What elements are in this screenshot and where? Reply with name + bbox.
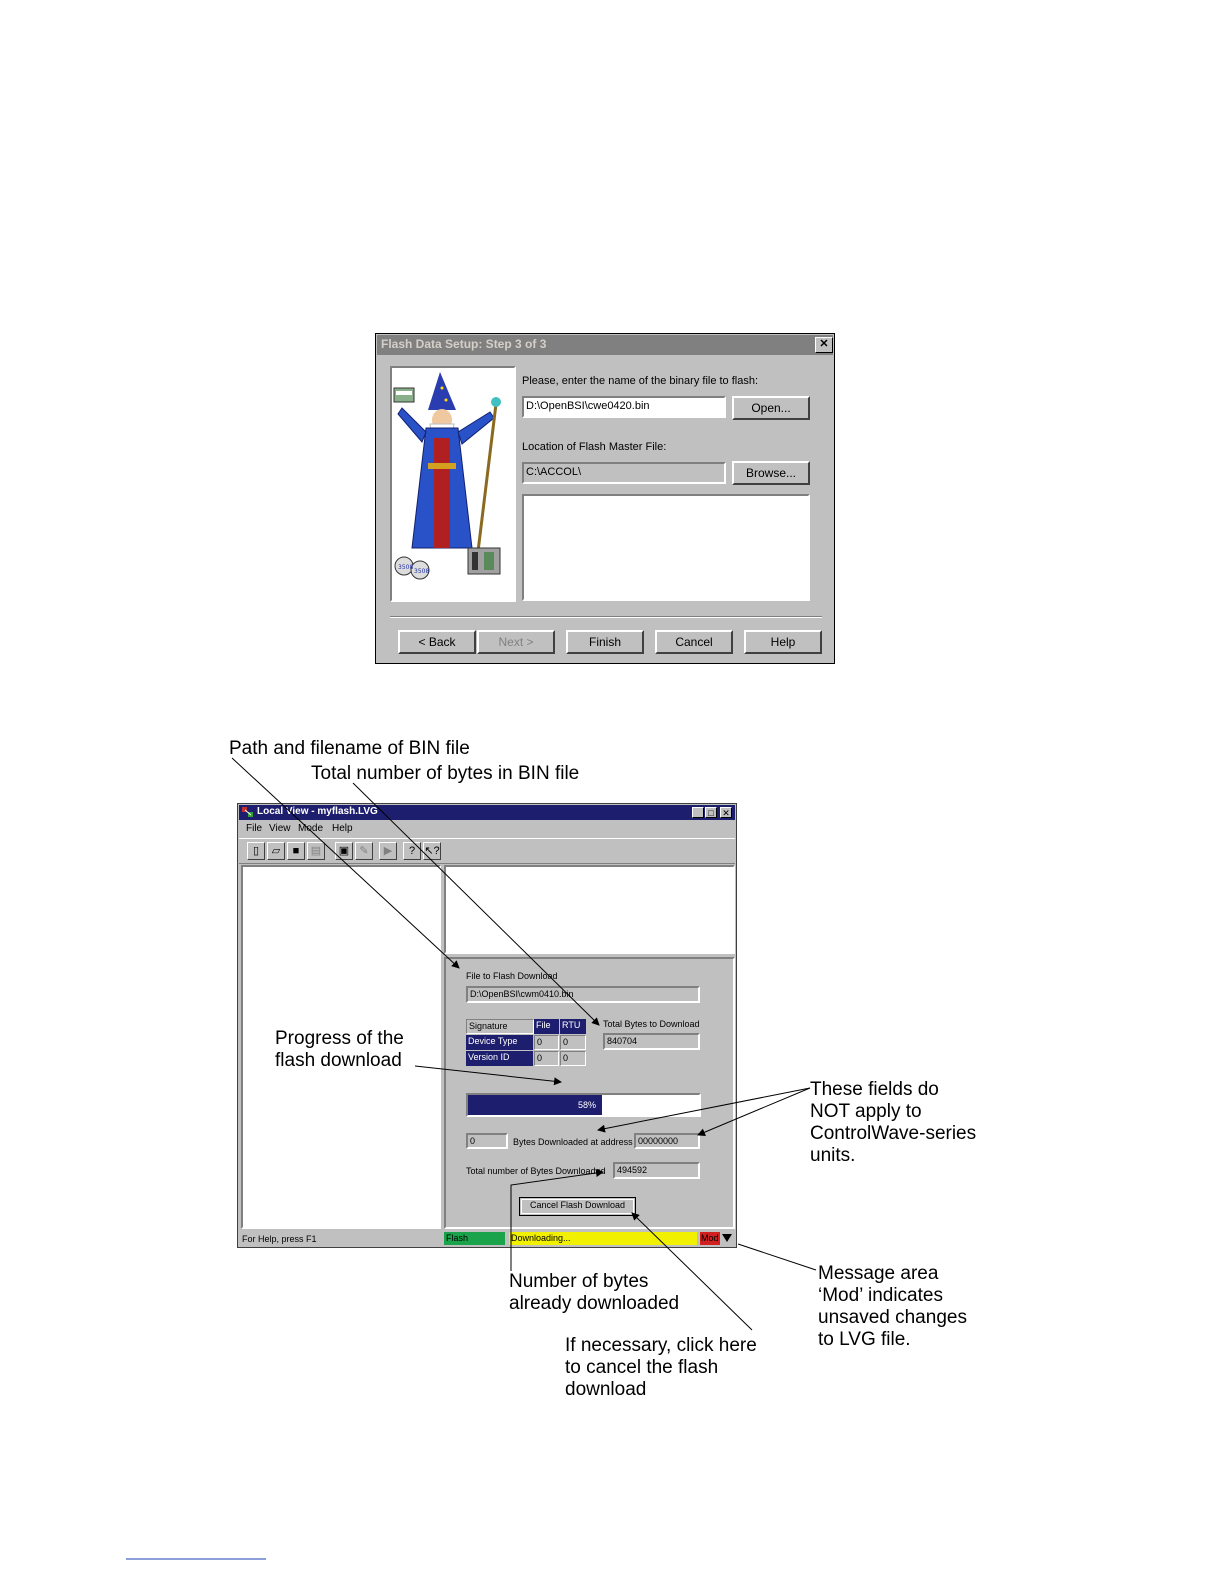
annotation-fields-1: These fields do: [810, 1079, 939, 1100]
annotation-progress-2: flash download: [275, 1050, 402, 1071]
new-file-icon[interactable]: ▯: [247, 842, 265, 860]
flash-master-label: Location of Flash Master File:: [522, 441, 667, 453]
close-icon[interactable]: ✕: [720, 807, 732, 818]
table-cell: 0: [534, 1035, 559, 1050]
dialog-title: Flash Data Setup: Step 3 of 3: [381, 337, 547, 351]
play-icon[interactable]: ▶: [379, 842, 397, 860]
open-folder-icon[interactable]: ▱: [267, 842, 285, 860]
leader-line-cancel: [632, 1213, 752, 1330]
leader-line-message: [738, 1244, 816, 1270]
address-field: 00000000: [634, 1133, 700, 1149]
annotation-msg-2: ‘Mod’ indicates: [818, 1285, 943, 1306]
annotation-bytes-2: already downloaded: [509, 1293, 680, 1314]
status-message: Downloading...: [509, 1232, 697, 1245]
total-downloaded-field: 494592: [613, 1162, 700, 1179]
edit-icon[interactable]: ✎: [355, 842, 373, 860]
annotation-msg-4: to LVG file.: [818, 1329, 911, 1350]
table-row-label: Device Type: [466, 1035, 533, 1050]
total-bytes-label: Total Bytes to Download: [603, 1019, 700, 1029]
window-title: Local View - myflash.LVG: [257, 806, 378, 817]
annotation-path: Path and filename of BIN file: [229, 738, 470, 759]
annotation-total: Total number of bytes in BIN file: [311, 763, 580, 784]
file-to-flash-label: File to Flash Download: [466, 971, 558, 981]
next-button[interactable]: Next >: [477, 630, 555, 654]
status-help-text: For Help, press F1: [242, 1234, 317, 1244]
total-bytes-field: 840704: [603, 1033, 700, 1050]
help-button[interactable]: Help: [744, 630, 822, 654]
minimize-icon[interactable]: _: [692, 807, 704, 818]
table-cell: 0: [560, 1051, 586, 1066]
browse-button[interactable]: Browse...: [732, 461, 810, 485]
bytes-at-address-label: Bytes Downloaded at address: [513, 1137, 633, 1147]
connect-icon[interactable]: ▣: [335, 842, 353, 860]
leader-line-bytes: [511, 1172, 603, 1271]
table-header-rtu: RTU: [560, 1019, 586, 1034]
annotation-fields-3: ControlWave-series: [810, 1123, 977, 1144]
annotation-msg-3: unsaved changes: [818, 1307, 967, 1328]
progress-percent: 58%: [578, 1100, 597, 1110]
table-cell: 0: [534, 1051, 559, 1066]
table-cell: 0: [560, 1035, 586, 1050]
annotation-cancel-1: If necessary, click here: [565, 1335, 757, 1356]
table-header-signature: Signature: [466, 1019, 534, 1034]
cancel-flash-download-button[interactable]: Cancel Flash Download: [519, 1197, 636, 1216]
maximize-icon[interactable]: □: [705, 807, 717, 818]
print-icon[interactable]: ▤: [307, 842, 325, 860]
help-icon[interactable]: ?: [403, 842, 421, 860]
back-button[interactable]: < Back: [398, 630, 476, 654]
close-icon[interactable]: ✕: [815, 337, 833, 353]
table-header-file: File: [534, 1019, 559, 1034]
annotation-progress-1: Progress of the: [275, 1028, 404, 1049]
file-to-flash-field: D:\OpenBSI\cwm0410.bin: [466, 986, 700, 1003]
status-flash: Flash: [444, 1232, 505, 1245]
status-mod: Mod: [701, 1233, 719, 1243]
flash-master-field[interactable]: C:\ACCOL\: [522, 462, 726, 484]
annotation-bytes-1: Number of bytes: [509, 1271, 649, 1292]
cancel-button[interactable]: Cancel: [655, 630, 733, 654]
binary-file-input[interactable]: D:\OpenBSI\cwe0420.bin: [522, 396, 726, 418]
finish-button[interactable]: Finish: [566, 630, 644, 654]
open-button[interactable]: Open...: [732, 396, 810, 420]
annotation-fields-2: NOT apply to: [810, 1101, 922, 1122]
menu-view[interactable]: View: [269, 823, 291, 834]
leader-line-progress: [415, 1066, 561, 1082]
context-help-icon[interactable]: ↖?: [423, 842, 441, 860]
leader-line-fields-a: [598, 1088, 810, 1130]
annotation-cancel-2: to cancel the flash: [565, 1357, 719, 1378]
total-downloaded-label: Total number of Bytes Downloaded: [466, 1166, 606, 1176]
save-icon[interactable]: ■: [287, 842, 305, 860]
binary-file-label: Please, enter the name of the binary file to flash:: [522, 375, 759, 387]
leader-line-path: [232, 758, 459, 968]
annotation-msg-1: Message area: [818, 1263, 939, 1284]
menu-help[interactable]: Help: [332, 823, 353, 834]
table-row-label: Version ID: [466, 1051, 533, 1066]
annotation-fields-4: units.: [810, 1145, 856, 1166]
menu-file[interactable]: File: [246, 823, 263, 834]
svg-text:3508: 3508: [398, 564, 414, 571]
menu-mode[interactable]: Mode: [298, 823, 324, 834]
annotation-cancel-3: download: [565, 1379, 647, 1400]
svg-text:3508: 3508: [414, 568, 430, 575]
bytes-at-address-field: 0: [466, 1133, 508, 1149]
leader-line-fields-b: [698, 1088, 810, 1135]
